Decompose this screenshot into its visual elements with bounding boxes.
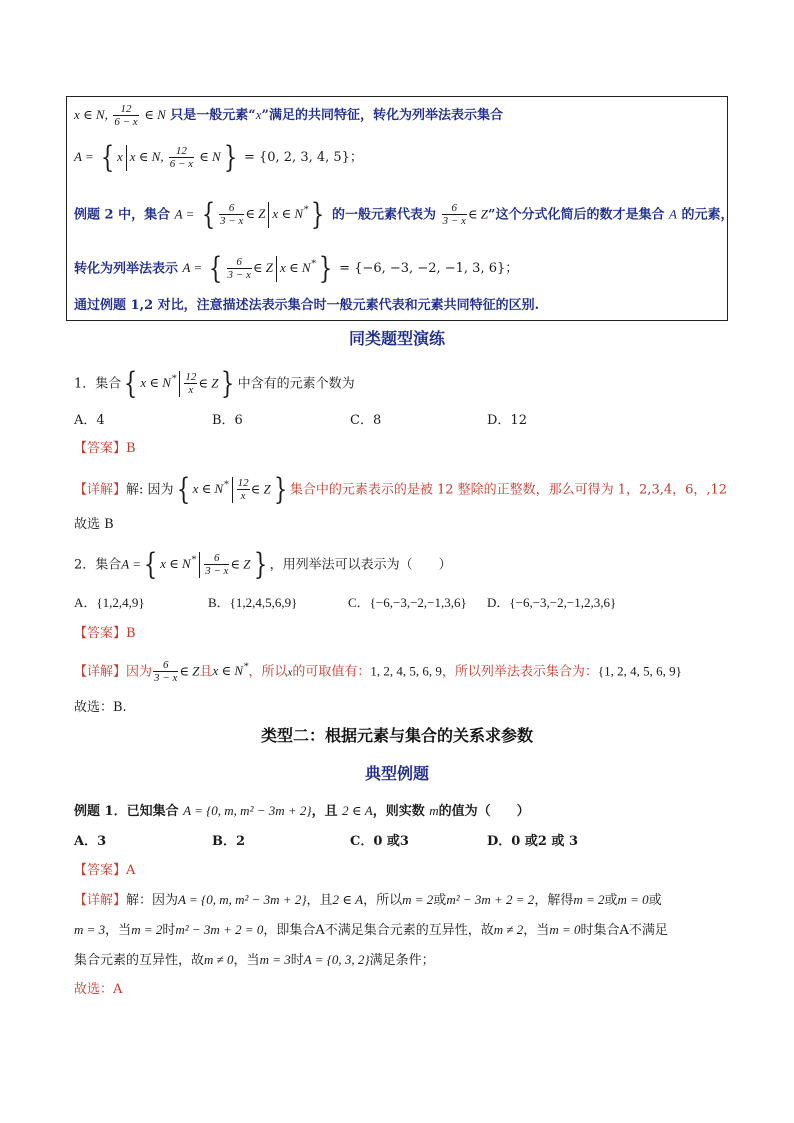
- ex1-option-b: B．2: [212, 834, 246, 849]
- box-line-1: x ∈ N, $\frac{12}{6 - x}$ ∈ N 只是一般元素“x”满足的共同特征，转化为列举法表示集合: [74, 103, 504, 128]
- q1-option-a: A．4: [74, 413, 105, 428]
- ex1-detail-line-2: m = 3，当m = 2时m² − 3m + 2 = 0，即集合A不满足集合元素的互异性，故m ≠ 2，当m = 0时集合A不满足: [74, 922, 668, 938]
- q2-option-d: D．{−6,−3,−2,−1,2,3,6}: [487, 595, 617, 610]
- ex1-option-a: A．3: [74, 834, 107, 849]
- box-line-5: 通过例题 1,2 对比，注意描述法表示集合时一般元素代表和元素共同特征的区别.: [74, 298, 540, 313]
- section-title-type2: 类型二：根据元素与集合的关系求参数: [260, 726, 533, 745]
- box-line-2: A = { x x ∈ N, $\frac{12}{6 - x}$ ∈ N} = {0, 2, 3, 4, 5}；: [74, 139, 363, 175]
- q2-detail: 【详解】因为 $\frac{6}{3 - x}$ ∈ Z且x ∈ N*，所以x的可取值有：1, 2, 4, 5, 6, 9，所以列举法表示集合为：{1, 2, 4, 5, 6, 9}: [74, 659, 682, 685]
- q1-detail: 【详解】解: 因为{ x ∈ N* $\frac{12}{x}$ ∈ Z} 集合中的元素表示的是被 12 整除的正整数，那么可得为 1，2,3,4，6，,12: [74, 471, 728, 507]
- q2-option-a: A．{1,2,4,9}: [74, 595, 145, 610]
- q2-answer: 【答案】B: [74, 626, 136, 641]
- example-1: 例题 1．已知集合 A = {0, m, m² − 3m + 2}，且 2 ∈ A，则实数 m的值为（ ）: [74, 803, 530, 819]
- ex1-detail-line-1: 【详解】解：因为A = {0, m, m² − 3m + 2}，且2 ∈ A，所以m = 2或m² − 3m + 2 = 2，解得m = 2或m = 0或: [74, 892, 662, 908]
- q1-option-c: C．8: [350, 413, 382, 428]
- ex1-detail-line-3: 集合元素的互异性，故m ≠ 0，当m = 3时A = {0, 3, 2}满足条件；: [74, 952, 435, 968]
- q1-option-b: B．6: [212, 413, 243, 428]
- question-2: 2．集合A ={ x ∈ N* $\frac{6}{3 - x}$ ∈ Z} ，用列举法可以表示为（ ）: [74, 546, 452, 582]
- q2-option-c: C．{−6,−3,−2,−1,3,6}: [348, 595, 467, 610]
- ex1-option-c: C．0 或3: [350, 834, 409, 849]
- q1-answer: 【答案】B: [74, 441, 136, 456]
- box-line-3: 例题 2 中，集合 A = { $\frac{6}{3 - x}$ ∈ Z x ∈ N*} 的一般元素代表为 $\frac{6}{3 - x}$ ∈ Z”这个分式化简后的数才是集合 A 的元素，: [74, 196, 734, 232]
- q2-option-b: B．{1,2,4,5,6,9}: [208, 595, 298, 610]
- section-subtitle-examples: 典型例题: [364, 764, 429, 783]
- box-line-4: 转化为列举法表示 A = { $\frac{6}{3 - x}$ ∈ Z x ∈ N*} = {−6, −3, −2, −1, 3, 6}；: [74, 250, 519, 286]
- q1-conclusion: 故选 B: [74, 517, 114, 532]
- ex1-answer: 【答案】A: [74, 863, 136, 878]
- question-1: 1．集合{ x ∈ N* $\frac{12}{x}$ ∈ Z} 中含有的元素个数为: [74, 365, 355, 401]
- section-title-practice: 同类题型演练: [348, 329, 445, 348]
- q1-option-d: D．12: [487, 413, 527, 428]
- q2-conclusion: 故选：B.: [74, 700, 127, 715]
- ex1-option-d: D．0 或2 或 3: [487, 834, 578, 849]
- ex1-conclusion: 故选：A: [74, 982, 123, 997]
